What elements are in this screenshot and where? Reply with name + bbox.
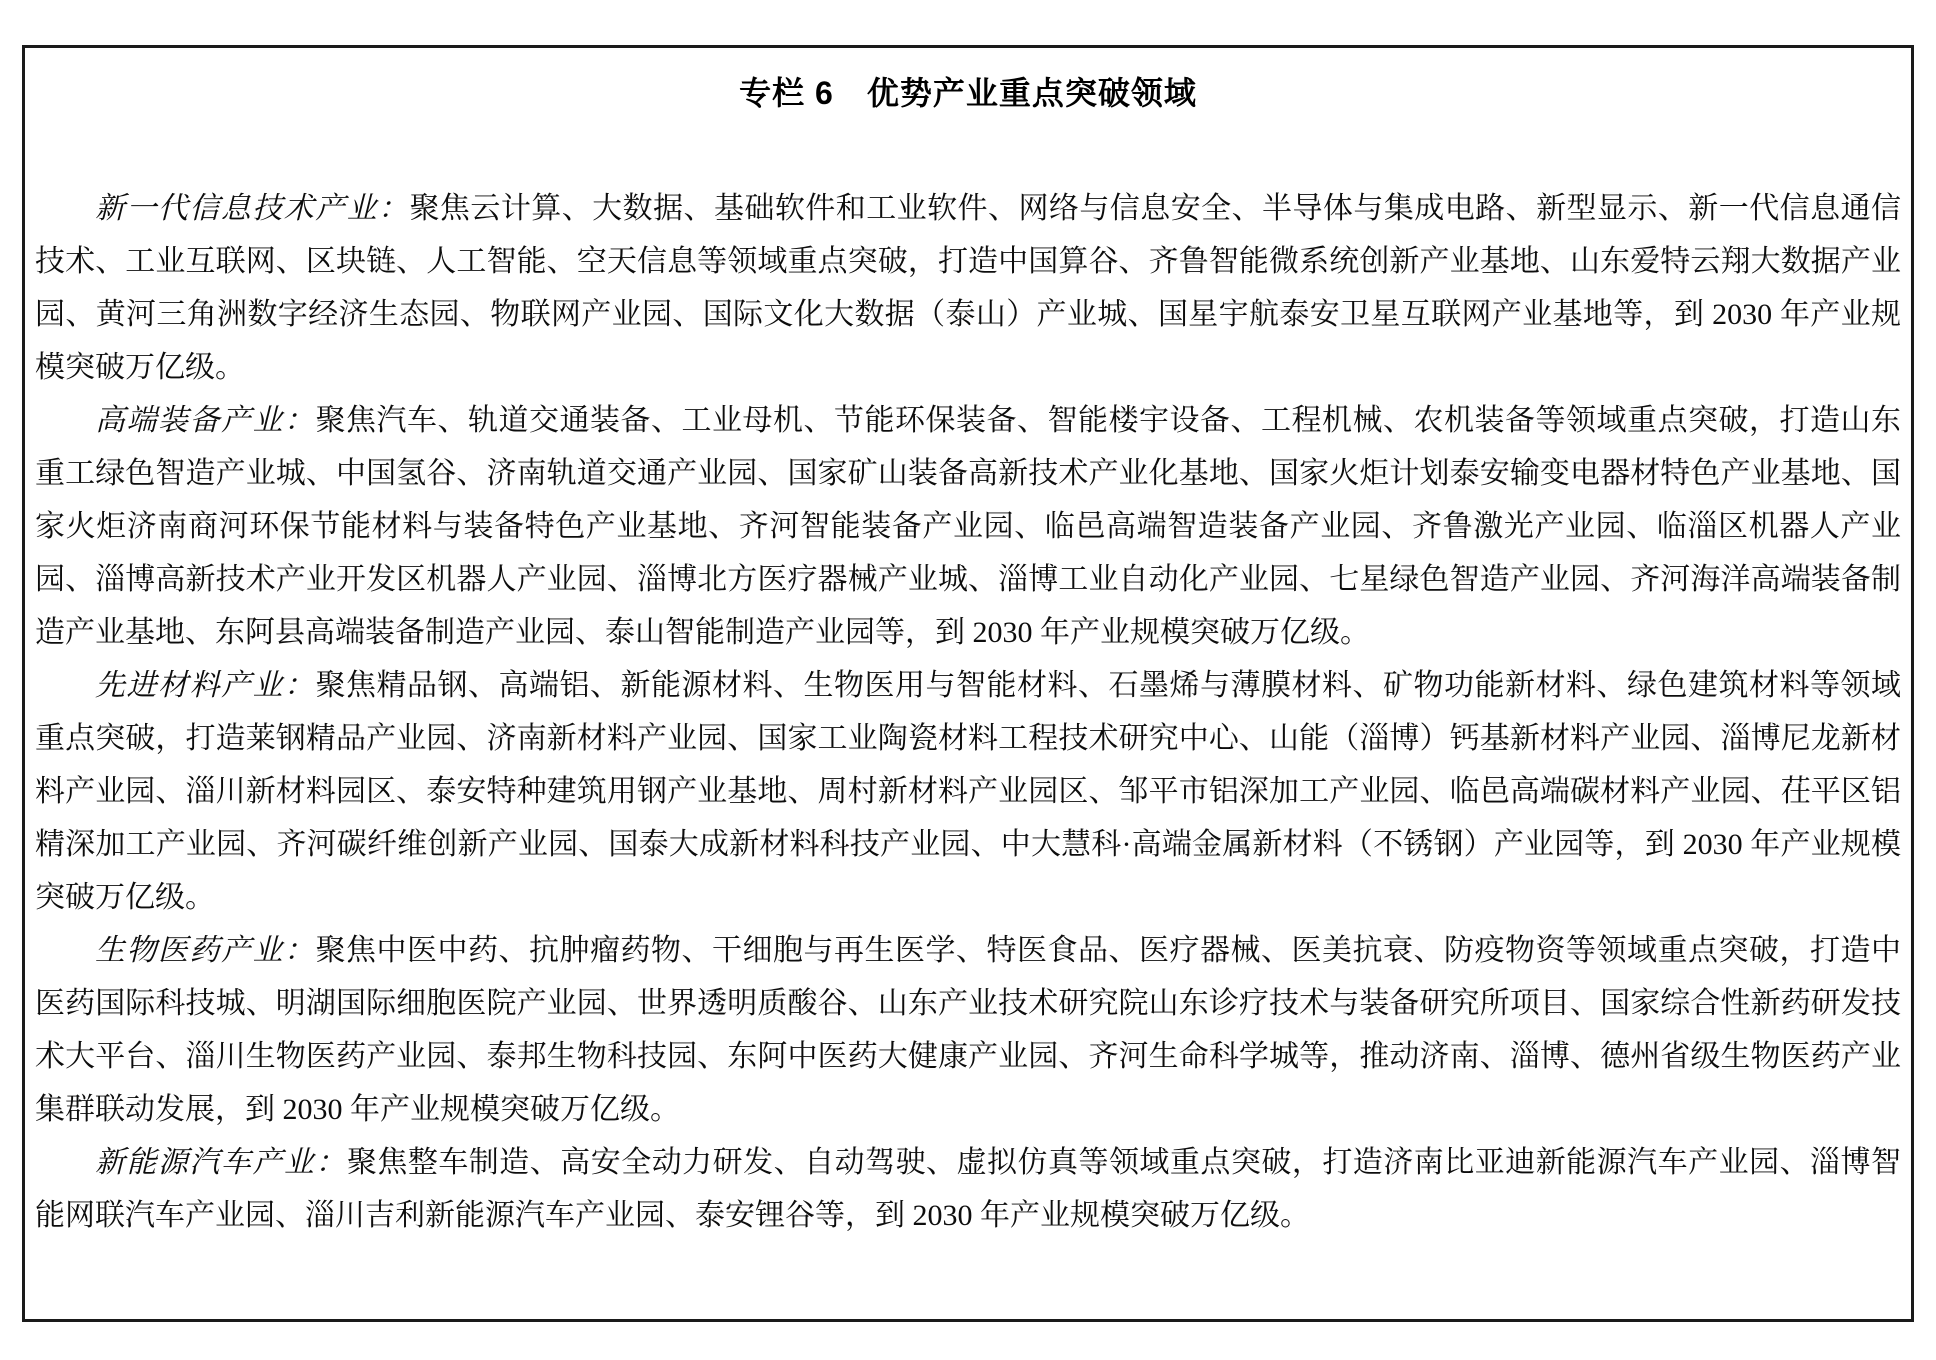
column-title: 专栏 6 优势产业重点突破领域 [739,75,1197,111]
paragraph-high-end-equipment [35,394,1901,659]
paragraph-body-advanced-materials: 聚焦精品钢、高端铝、新能源材料、生物医用与智能材料、石墨烯与薄膜材料、矿物功能新材料、绿色建筑材料等领域重点突破，打造莱钢精品产业园、济南新材料产业园、国家工业陶瓷材料工程技术研究中心、山能（淄博）钙基新材料产业园、淄博尼龙新材料产业园、淄川新材料园区、泰安特种建筑用钢产业基地、周村新材料产业园区、邹平市铝深加工产业园、临邑高端碳材料产业园、茌平区铝精深加工产业园、齐河碳纤维创新产业园、国泰大成新材料科技产业园、中大慧科·高端金属新材料（不锈钢）产业园等，到 2030 年产业规模突破万亿级。 [35,669,1901,914]
paragraph-new-energy-vehicles [35,1136,1901,1242]
paragraph-biomedicine [35,924,1901,1136]
paragraph-new-gen-it [35,182,1901,394]
column-box-border [22,45,1914,1322]
paragraph-body-new-energy-vehicles: 聚焦整车制造、高安全动力研发、自动驾驶、虚拟仿真等领域重点突破，打造济南比亚迪新能源汽车产业园、淄博智能网联汽车产业园、淄川吉利新能源汽车产业园、泰安锂谷等，到 2030 年产业规模突破万亿级。 [35,1146,1902,1232]
paragraph-body-high-end-equipment: 聚焦汽车、轨道交通装备、工业母机、节能环保装备、智能楼宇设备、工程机械、农机装备等领域重点突破，打造山东重工绿色智造产业城、中国氢谷、济南轨道交通产业园、国家矿山装备高新技术产业化基地、国家火炬计划泰安输变电器材特色产业基地、国家火炬济南商河环保节能材料与装备特色产业基地、齐河智能装备产业园、临邑高端智造装备产业园、齐鲁激光产业园、临淄区机器人产业园、淄博高新技术产业开发区机器人产业园、淄博北方医疗器械产业城、淄博工业自动化产业园、七星绿色智造产业园、齐河海洋高端装备制造产业基地、东阿县高端装备制造产业园、泰山智能制造产业园等，到 2030 年产业规模突破万亿级。 [35,404,1901,649]
paragraph-advanced-materials [35,659,1901,924]
column-body [35,182,1901,1242]
paragraph-lead-biomedicine: 生物医药产业： [95,934,316,967]
paragraph-lead-new-gen-it: 新一代信息技术产业： [95,192,410,225]
paragraph-lead-new-energy-vehicles: 新能源汽车产业： [95,1146,347,1179]
paragraph-body-new-gen-it: 聚焦云计算、大数据、基础软件和工业软件、网络与信息安全、半导体与集成电路、新型显示、新一代信息通信技术、工业互联网、区块链、人工智能、空天信息等领域重点突破，打造中国算谷、齐鲁智能微系统创新产业基地、山东爱特云翔大数据产业园、黄河三角洲数字经济生态园、物联网产业园、国际文化大数据（泰山）产业城、国星宇航泰安卫星互联网产业基地等，到 2030 年产业规模突破万亿级。 [35,192,1902,384]
paragraph-body-biomedicine: 聚焦中医中药、抗肿瘤药物、干细胞与再生医学、特医食品、医疗器械、医美抗衰、防疫物资等领域重点突破，打造中医药国际科技城、明湖国际细胞医院产业园、世界透明质酸谷、山东产业技术研究院山东诊疗技术与装备研究所项目、国家综合性新药研发技术大平台、淄川生物医药产业园、泰邦生物科技园、东阿中医药大健康产业园、齐河生命科学城等，推动济南、淄博、德州省级生物医药产业集群联动发展，到 2030 年产业规模突破万亿级。 [35,934,1901,1126]
paragraph-lead-high-end-equipment: 高端装备产业： [95,404,316,437]
paragraph-lead-advanced-materials: 先进材料产业： [95,669,316,702]
